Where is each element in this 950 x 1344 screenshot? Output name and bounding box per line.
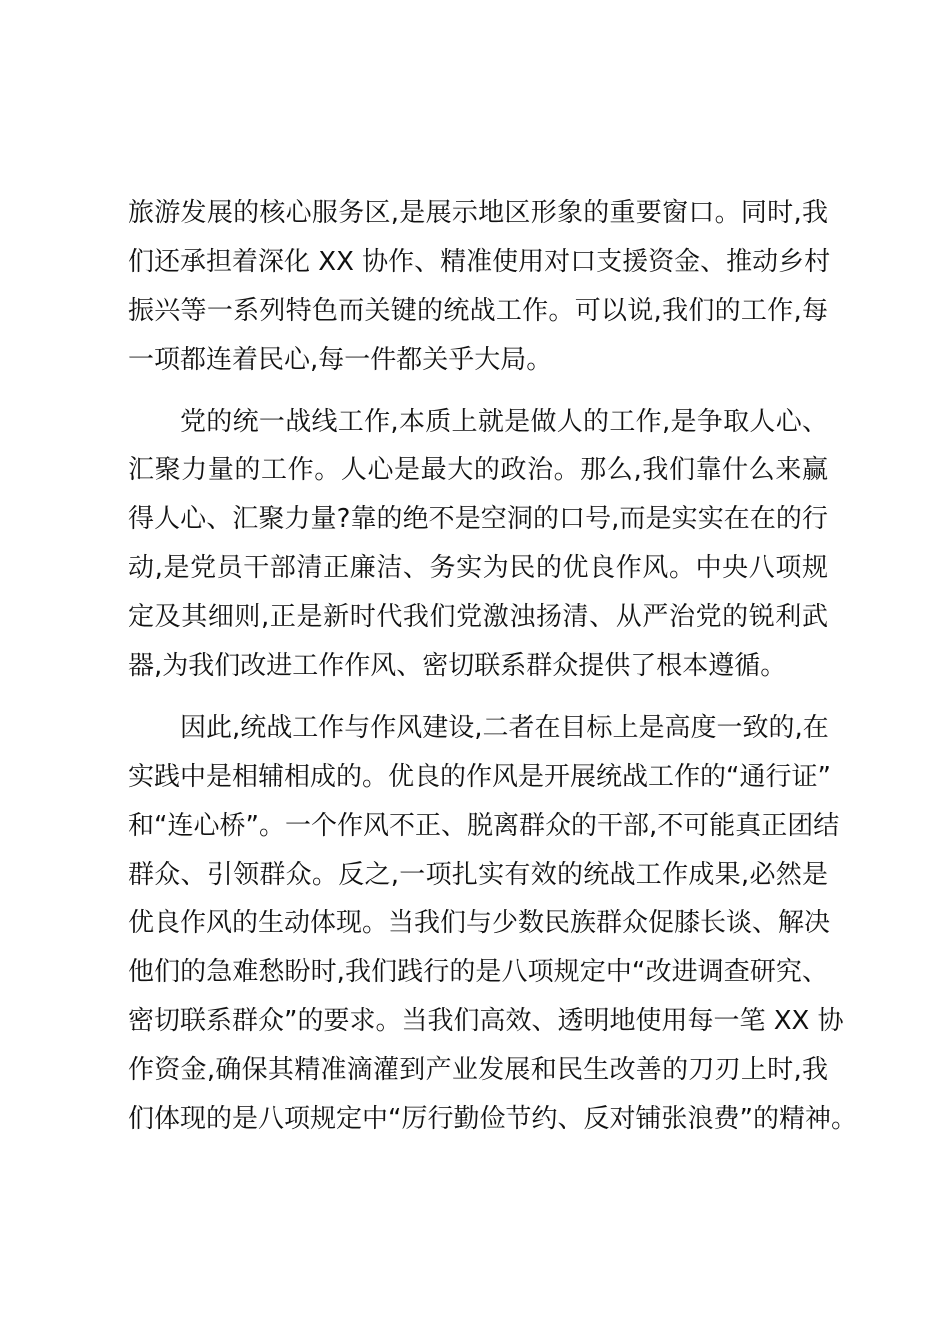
paragraph-line: 一项都连着民心,每一件都关乎大局。 <box>128 344 553 375</box>
paragraph-spacer <box>128 691 828 704</box>
paragraph-line: 密切联系群众”的要求。当我们高效、透明地使用每一笔 XX 协 <box>128 1006 844 1037</box>
paragraph-line: 器,为我们改进工作作风、密切联系群众提供了根本遵循。 <box>128 651 787 682</box>
document-body <box>128 189 857 1144</box>
paragraph-line: 因此,统战工作与作风建设,二者在目标上是高度一致的,在 <box>180 712 829 743</box>
paragraph-line: 振兴等一系列特色而关键的统战工作。可以说,我们的工作,每 <box>128 295 828 326</box>
paragraph-line: 动,是党员干部清正廉洁、务实为民的优良作风。中央八项规 <box>128 553 828 584</box>
paragraph-1 <box>128 189 831 385</box>
paragraph-line: 们体现的是八项规定中“厉行勤俭节约、反对铺张浪费”的精神。 <box>128 1104 857 1135</box>
paragraph-2 <box>128 398 828 691</box>
paragraph-line: 旅游发展的核心服务区,是展示地区形象的重要窗口。同时,我 <box>128 198 828 228</box>
paragraph-line: 和“连心桥”。一个作风不正、脱离群众的干部,不可能真正团结 <box>128 810 840 841</box>
paragraph-line: 作资金,确保其精准滴灌到产业发展和民生改善的刀刃上时,我 <box>128 1055 828 1086</box>
paragraph-line: 得人心、汇聚力量?靠的绝不是空洞的口号,而是实实在在的行 <box>128 504 828 535</box>
paragraph-line: 党的统一战线工作,本质上就是做人的工作,是争取人心、 <box>180 406 828 437</box>
paragraph-line: 定及其细则,正是新时代我们党激浊扬清、从严治党的锐利武 <box>128 602 828 633</box>
paragraph-line: 实践中是相辅相成的。优良的作风是开展统战工作的“通行证” <box>128 761 831 792</box>
paragraph-line: 们还承担着深化 XX 协作、精准使用对口支援资金、推动乡村 <box>128 246 831 277</box>
paragraph-spacer <box>128 385 828 398</box>
paragraph-line: 汇聚力量的工作。人心是最大的政治。那么,我们靠什么来赢 <box>128 455 828 486</box>
paragraph-3 <box>128 704 857 1144</box>
paragraph-line: 优良作风的生动体现。当我们与少数民族群众促膝长谈、解决 <box>128 908 831 939</box>
paragraph-line: 他们的急难愁盼时,我们践行的是八项规定中“改进调查研究、 <box>128 957 828 988</box>
paragraph-line: 群众、引领群众。反之,一项扎实有效的统战工作成果,必然是 <box>128 859 828 890</box>
